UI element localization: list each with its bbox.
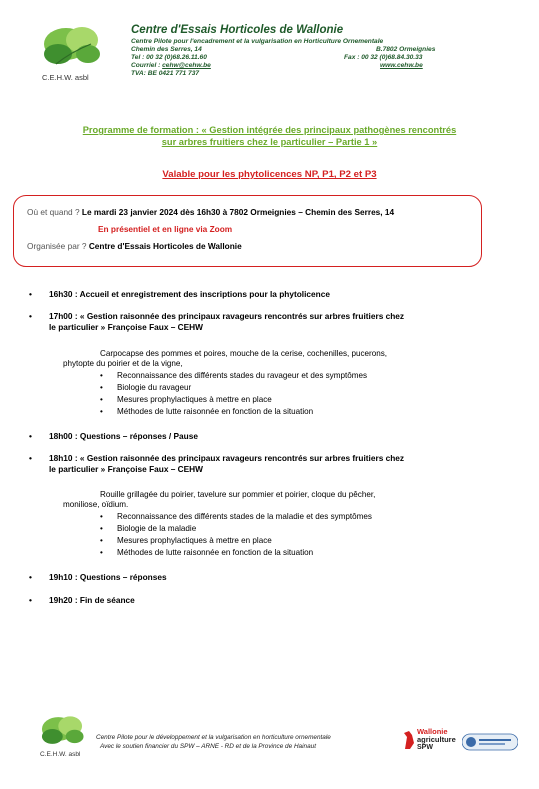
header-email-row [131,62,211,70]
sub-item: • Mesures prophylactiques à mettre en place [100,536,272,545]
partner-logo [462,733,518,751]
header-tva: TVA: BE 0421 771 737 [131,70,200,77]
sub-item: • Reconnaissance des différents stades du ravageur et des symptômes [100,371,367,380]
organization-name: Centre d'Essais Horticoles de Wallonie [131,24,344,36]
email-link[interactable]: cehw@cehw.be [162,62,211,69]
sub-item: • Méthodes de lutte raisonnée en fonction de la situation [100,407,314,416]
footer-line1: Centre Pilote pour le développement et la vulgarisation en horticulture ornementale [96,734,331,741]
validity-notice: Valable pour les phytolicences NP, P1, P2 et P3 [162,169,377,180]
program-item: • 18h00 : Questions – réponses / Pause [29,431,198,441]
sub-item: • Biologie de la maladie [100,524,197,533]
website-link[interactable]: www.cehw.be [380,62,423,69]
header-city: B.7802 Ormeignies [376,46,436,53]
header-tel: Tel : 00 32 (0)68.26.11.60 [131,54,207,61]
program-item: • 16h30 : Accueil et enregistrement des inscriptions pour la phytolicence [29,289,330,299]
topic-paragraph: Rouille grillagée du poirier, tavelure sur pommier et poirier, cloque du pêcher, [100,490,376,499]
info-box [13,195,482,267]
organizer-label: Organisée par ? [27,241,89,251]
cehw-footer-logo [36,714,88,750]
program-item: • 17h00 : « Gestion raisonnée des principaux ravageurs rencontrés sur arbres fruitiers chez le particulier » Françoise Faux – CEHW [29,311,405,332]
email-label: Courriel : [131,62,163,69]
program-item: • 18h10 : « Gestion raisonnée des principaux ravageurs rencontrés sur arbres fruitiers chez le particulier » Françoise Faux – CEHW [29,453,405,474]
when-label: Où et quand ? [27,207,82,217]
program-title-line2: sur arbres fruitiers chez le particulier – Partie 1 » [161,137,378,147]
rooster-icon [402,729,416,751]
when-value: Le mardi 23 janvier 2024 dès 16h30 à 7802 Ormeignies – Chemin des Serres, 14 [81,207,395,217]
program-title-line1: Programme de formation : « Gestion intégrée des principaux pathogènes rencontrés [82,125,457,135]
sub-item: • Biologie du ravageur [100,383,192,392]
organizer-row [27,241,242,251]
topic-paragraph-cont: moniliose, oïdium. [63,500,129,509]
program-item: • 19h10 : Questions – réponses [29,572,167,582]
header-address: Chemin des Serres, 14 [131,46,202,53]
footer-line2: Avec le soutien financier du SPW – ARNE - RD et de la Province de Hainaut [100,743,316,750]
footer-logo-caption: C.E.H.W. asbl [40,751,81,758]
sub-item: • Reconnaissance des différents stades de la maladie et des symptômes [100,512,372,521]
topic-paragraph: Carpocapse des pommes et poires, mouche de la cerise, cochenilles, pucerons, [100,349,388,358]
sub-item: • Méthodes de lutte raisonnée en fonction de la situation [100,548,314,557]
when-row [27,207,394,217]
logo-caption: C.E.H.W. asbl [42,73,89,82]
header-fax: Fax : 00 32 (0)68.84.30.33 [344,54,423,61]
wallonie-agriculture-logo: Wallonie agriculture SPW [402,727,454,757]
program-item: • 19h20 : Fin de séance [29,595,135,605]
attendance-mode: En présentiel et en ligne via Zoom [98,224,233,234]
organizer-value: Centre d'Essais Horticoles de Wallonie [88,241,242,251]
topic-paragraph-cont: phytopte du poirier et de la vigne, [63,359,183,368]
sub-item: • Mesures prophylactiques à mettre en place [100,395,272,404]
cehw-logo [36,24,106,72]
header-subtitle: Centre Pilote pour l'encadrement et la vulgarisation en Horticulture Ornementale [131,38,384,45]
